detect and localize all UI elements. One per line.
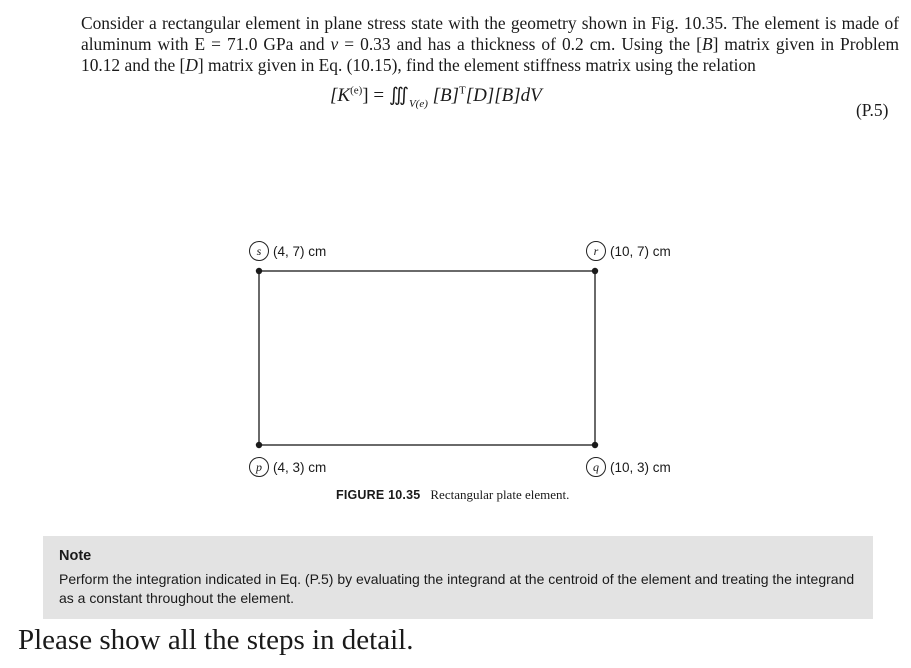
equation-integrand-rest: [D][B]dV — [465, 85, 542, 106]
equation-lhs-superscript: (e) — [350, 84, 363, 97]
equation-integrand: [B] — [427, 85, 460, 106]
equation-integral-domain: V(e) — [408, 98, 428, 110]
problem-text-2: = 0.33 and has a thickness of 0.2 cm. Using the [ — [338, 34, 702, 54]
node-r-coords: (10, 7) cm — [610, 243, 671, 259]
node-p-coords: (4, 3) cm — [273, 459, 327, 475]
poisson-ratio-symbol: v — [330, 34, 339, 54]
corner-label-p — [249, 457, 326, 477]
b-matrix-symbol: B — [701, 34, 713, 54]
d-matrix-symbol: D — [185, 55, 198, 75]
problem-text-4: ] matrix given in Eq. (10.15), find the element stiffness matrix using the relation — [197, 55, 756, 75]
figure-caption-text: Rectangular plate element. — [430, 487, 570, 502]
corner-label-r — [586, 241, 671, 261]
node-q-coords: (10, 3) cm — [610, 459, 671, 475]
instruction-text: Please show all the steps in detail. — [18, 624, 414, 656]
equation-integral: ] = ∭ — [362, 85, 409, 106]
note-title: Note — [59, 548, 92, 564]
node-p-dot — [256, 442, 262, 448]
node-s-coords: (4, 7) cm — [273, 243, 327, 259]
element-outline — [259, 271, 595, 445]
node-q-badge: q — [586, 457, 606, 477]
node-q-dot — [592, 442, 598, 448]
equation-transpose: T — [459, 84, 466, 97]
node-r-dot — [592, 268, 598, 274]
equation-lhs: [K — [330, 85, 351, 106]
node-r-badge: r — [586, 241, 606, 261]
node-s-badge: s — [249, 241, 269, 261]
figure-number: FIGURE 10.35 — [336, 488, 421, 502]
corner-label-s — [249, 241, 326, 261]
equation-number: (P.5) — [856, 100, 889, 120]
note-body: Perform the integration indicated in Eq. (P.5) by evaluating the integrand at the centroid of the element and treating the integrand as a constant throughout the element. — [59, 571, 855, 606]
node-p-badge: p — [249, 457, 269, 477]
problem-text-3: ] matrix given in Problem 10.12 and the [ — [81, 34, 899, 75]
corner-label-q — [586, 457, 671, 477]
node-s-dot — [256, 268, 262, 274]
note-box — [43, 536, 873, 619]
problem-text-1: Consider a rectangular element in plane stress state with the geometry shown in Fig. 10.35. The element is made of aluminum with E = 71.0 GPa and — [81, 13, 899, 54]
figure-caption — [336, 487, 569, 503]
